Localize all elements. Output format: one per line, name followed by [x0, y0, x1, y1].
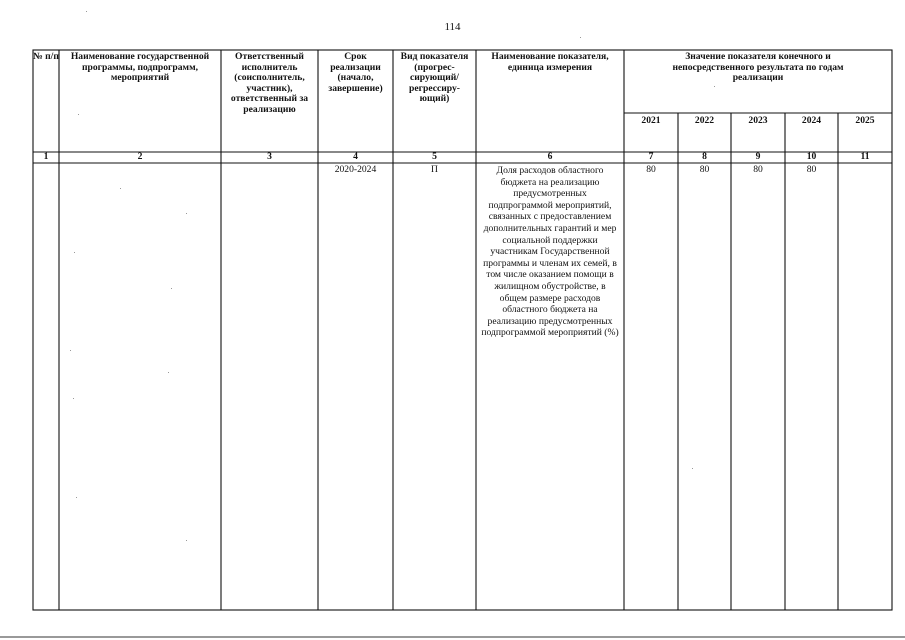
row-indicator-name: Доля расходов областного бюджета на реализацию предусмотренных подпрограммой мероприятий, связанных с предоставлением дополнительных гарантий и мер социальной поддержки участникам Государственной программы и членам их семей, в том числе оказанием помощи в жилищном обустройстве, в общем размере расходов областного бюджета на реализацию предусмотренных подпрограммой мероприятий (%)	[481, 165, 619, 339]
row-value-2022: 80	[699, 164, 710, 175]
column-number-6: 6	[547, 151, 553, 162]
header-year-2023: 2023	[748, 115, 768, 126]
column-number-8: 8	[702, 151, 707, 162]
column-number-10: 10	[806, 151, 817, 162]
header-indicator-kind: Вид показателя (прогрес-сирующий/ регрессиру-ющий)	[400, 51, 469, 105]
column-number-5: 5	[432, 151, 437, 162]
header-year-2025: 2025	[855, 115, 875, 126]
header-term: Срок реализации (начало, завершение)	[328, 51, 383, 94]
column-number-11: 11	[860, 151, 870, 162]
column-number-7: 7	[648, 151, 654, 162]
column-number-9: 9	[755, 151, 761, 162]
header-year-2024: 2024	[801, 115, 822, 126]
column-number-2: 2	[137, 151, 143, 162]
header-responsible: Ответственный исполнитель (соисполнитель, участник), ответственный за реализацию	[230, 51, 309, 115]
row-value-2021: 80	[646, 164, 656, 175]
header-year-2022: 2022	[694, 115, 715, 126]
page-number: 114	[444, 21, 461, 33]
header-number: № п/п	[33, 51, 59, 62]
header-values-group: Значение показателя конечного и непосредственного результата по годам реализации	[672, 51, 844, 84]
column-number-3: 3	[267, 151, 272, 162]
header-indicator-name: Наименование показателя, единица измерения	[491, 51, 609, 73]
row-value-2024: 80	[806, 164, 817, 175]
column-number-4: 4	[353, 151, 358, 162]
header-program-name: Наименование государственной программы, подпрограмм, мероприятий	[70, 51, 210, 84]
row-value-2023: 80	[753, 164, 763, 175]
column-number-1: 1	[43, 151, 49, 162]
header-year-2021: 2021	[641, 115, 661, 126]
row-indicator-kind: П	[431, 164, 438, 175]
row-term: 2020-2024	[334, 164, 377, 175]
